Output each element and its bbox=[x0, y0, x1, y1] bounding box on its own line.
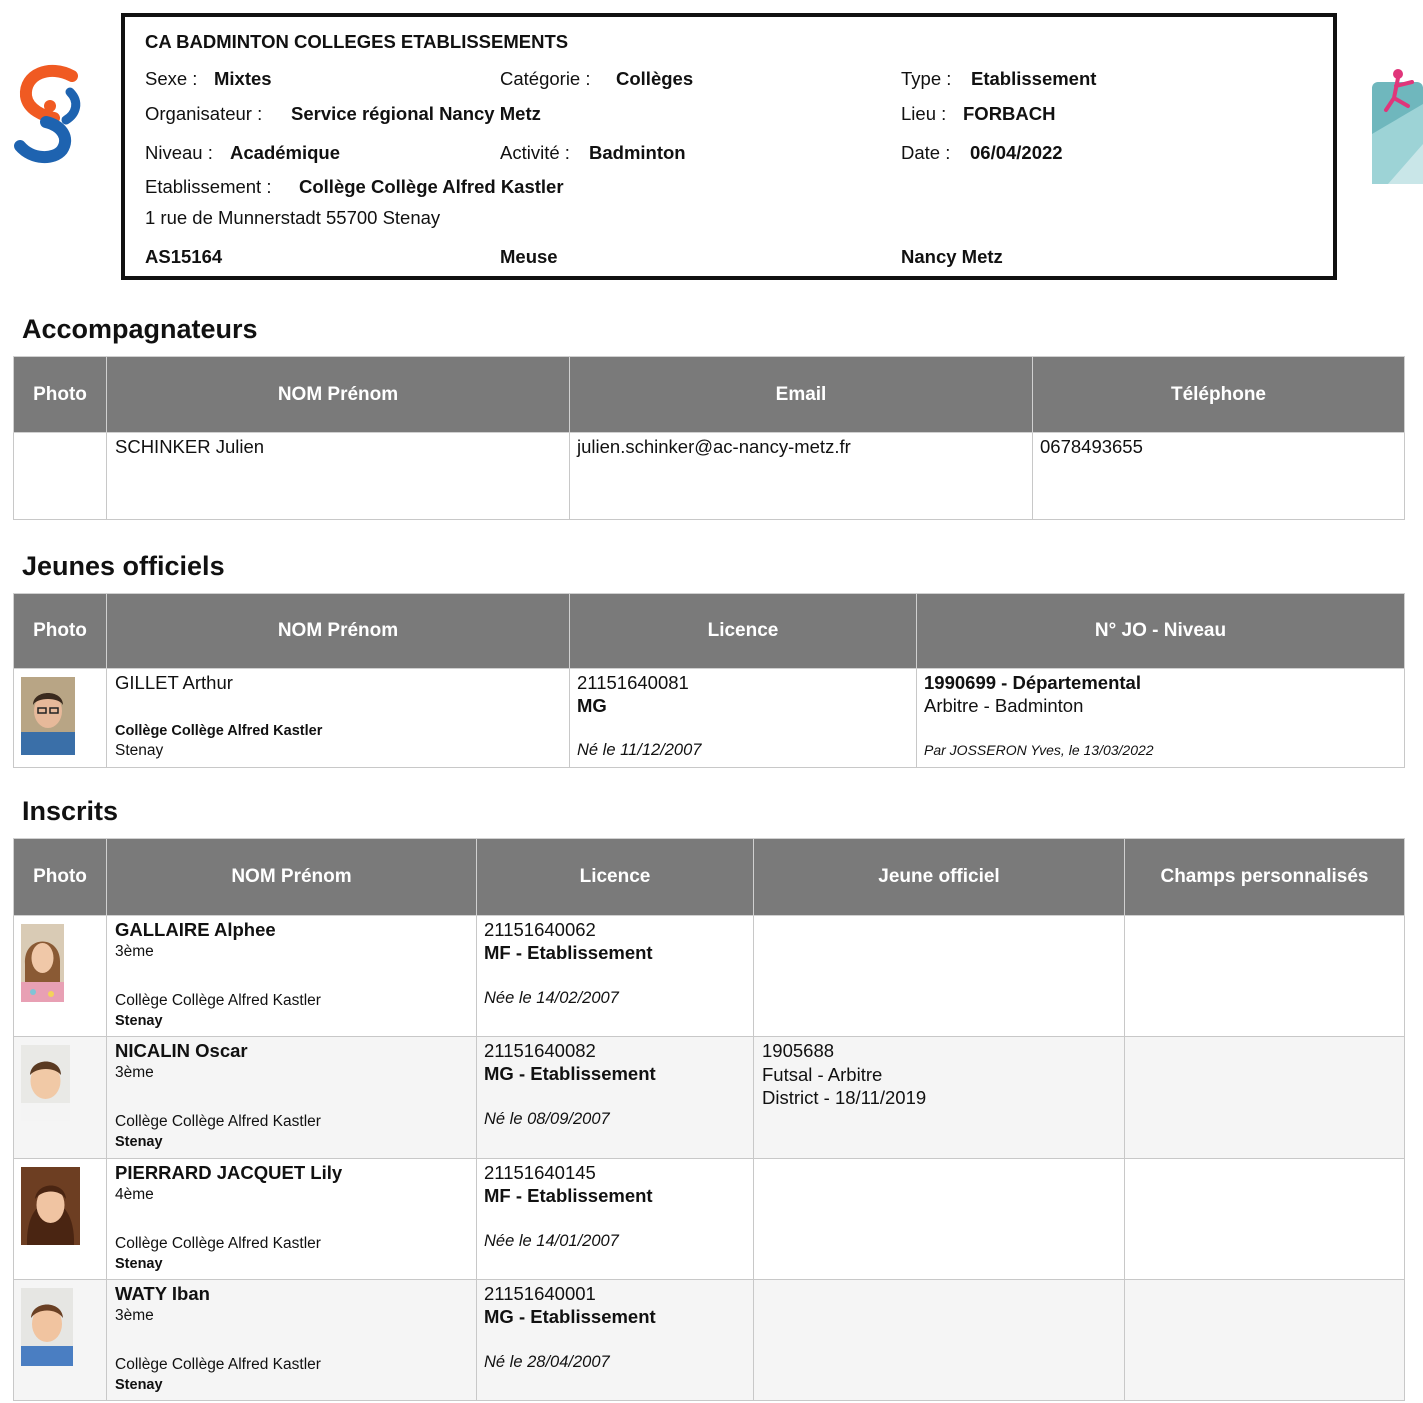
date-value: 06/04/2022 bbox=[970, 142, 1063, 163]
jo-role: Arbitre - Badminton bbox=[924, 695, 1084, 716]
jo-city: Stenay bbox=[115, 742, 164, 759]
activite-value: Badminton bbox=[589, 142, 686, 163]
inscrit-name: GALLAIRE Alphee bbox=[115, 919, 276, 940]
inscrit-city: Stenay bbox=[115, 1013, 163, 1029]
niveau-label: Niveau : bbox=[145, 142, 213, 163]
table-row bbox=[14, 1037, 1405, 1159]
inscrit-licence: 21151640062 bbox=[484, 919, 596, 940]
academie: Nancy Metz bbox=[901, 246, 1003, 267]
inscrit-licence: 21151640145 bbox=[484, 1162, 596, 1183]
type-value: Etablissement bbox=[971, 68, 1097, 89]
jo-licence: 21151640081 bbox=[577, 672, 689, 693]
inscrit-city: Stenay bbox=[115, 1134, 163, 1150]
niveau-value: Académique bbox=[230, 142, 341, 163]
column-header-photo: Photo bbox=[14, 839, 107, 916]
inscrit-birth: Né le 28/04/2007 bbox=[484, 1353, 610, 1371]
column-header-nom-prenom: NOM Prénom bbox=[107, 357, 570, 433]
jo-niveau: 1990699 - Départemental bbox=[924, 672, 1141, 693]
categorie-value: Collèges bbox=[616, 68, 694, 89]
avatar bbox=[21, 677, 75, 755]
inscrit-school: Collège Collège Alfred Kastler bbox=[115, 1113, 321, 1130]
accompagnateur-phone: 0678493655 bbox=[1040, 436, 1143, 457]
column-header-email: Email bbox=[570, 357, 1033, 433]
inscrit-jo-role: Futsal - Arbitre bbox=[762, 1064, 883, 1085]
inscrit-category: MG - Etablissement bbox=[484, 1306, 656, 1327]
avatar bbox=[21, 1288, 73, 1366]
inscrit-category: MG - Etablissement bbox=[484, 1063, 656, 1084]
champs-personnalises-cell bbox=[1125, 1280, 1405, 1401]
inscrit-licence: 21151640001 bbox=[484, 1283, 596, 1304]
unss-logo-icon bbox=[10, 62, 92, 170]
inscrit-name: NICALIN Oscar bbox=[115, 1040, 248, 1061]
departement: Meuse bbox=[500, 246, 558, 267]
event-logo-icon bbox=[1368, 64, 1423, 189]
accompagnateurs-table bbox=[13, 356, 1405, 520]
jo-validated-by: Par JOSSERON Yves, le 13/03/2022 bbox=[924, 742, 1154, 758]
event-title: CA BADMINTON COLLEGES ETABLISSEMENTS bbox=[145, 31, 569, 52]
table-row bbox=[14, 669, 1405, 768]
inscrit-birth: Née le 14/01/2007 bbox=[484, 1232, 619, 1250]
inscrit-city: Stenay bbox=[115, 1377, 163, 1393]
inscrit-grade: 3ème bbox=[115, 943, 154, 960]
categorie-label: Catégorie : bbox=[500, 68, 591, 89]
jo-category: MG bbox=[577, 695, 607, 716]
inscrit-city: Stenay bbox=[115, 1256, 163, 1272]
table-row bbox=[14, 916, 1405, 1037]
champs-personnalises-cell bbox=[1125, 1037, 1405, 1159]
type-label: Type : bbox=[901, 68, 952, 89]
column-header-licence: Licence bbox=[570, 594, 917, 669]
inscrit-birth: Née le 14/02/2007 bbox=[484, 989, 619, 1007]
event-header-box bbox=[121, 13, 1337, 280]
organisateur-label: Organisateur : bbox=[145, 103, 263, 124]
column-header-champs-personnalises: Champs personnalisés bbox=[1125, 839, 1405, 916]
section-title-inscrits: Inscrits bbox=[22, 796, 119, 826]
inscrit-jo-level: District - 18/11/2019 bbox=[762, 1087, 927, 1108]
sexe-label: Sexe : bbox=[145, 68, 198, 89]
inscrit-name: WATY Iban bbox=[115, 1283, 210, 1304]
as-code: AS15164 bbox=[145, 246, 223, 267]
column-header-nom-prenom: NOM Prénom bbox=[107, 839, 477, 916]
inscrit-school: Collège Collège Alfred Kastler bbox=[115, 1235, 321, 1252]
table-row bbox=[14, 1159, 1405, 1280]
sexe-value: Mixtes bbox=[214, 68, 272, 89]
column-header-telephone: Téléphone bbox=[1033, 357, 1405, 433]
etablissement-value: Collège Collège Alfred Kastler bbox=[299, 176, 564, 197]
inscrit-grade: 3ème bbox=[115, 1307, 154, 1324]
activite-label: Activité : bbox=[500, 142, 570, 163]
accompagnateur-name: SCHINKER Julien bbox=[115, 436, 265, 457]
inscrit-school: Collège Collège Alfred Kastler bbox=[115, 992, 321, 1009]
organisateur-value: Service régional Nancy Metz bbox=[291, 103, 541, 124]
inscrit-category: MF - Etablissement bbox=[484, 942, 653, 963]
champs-personnalises-cell bbox=[1125, 1159, 1405, 1280]
column-header-jeune-officiel: Jeune officiel bbox=[754, 839, 1125, 916]
jo-school: Collège Collège Alfred Kastler bbox=[115, 723, 323, 739]
inscrit-jo-number: 1905688 bbox=[762, 1040, 835, 1061]
jeunes-officiels-table bbox=[13, 593, 1405, 768]
inscrit-name: PIERRARD JACQUET Lily bbox=[115, 1162, 343, 1183]
column-header-jo-niveau: N° JO - Niveau bbox=[917, 594, 1405, 669]
column-header-photo: Photo bbox=[14, 357, 107, 433]
lieu-value: FORBACH bbox=[963, 103, 1056, 124]
column-header-licence: Licence bbox=[477, 839, 754, 916]
etablissement-label: Etablissement : bbox=[145, 176, 272, 197]
inscrits-table bbox=[13, 838, 1405, 1401]
column-header-nom-prenom: NOM Prénom bbox=[107, 594, 570, 669]
accompagnateur-email[interactable]: julien.schinker@ac-nancy-metz.fr bbox=[577, 436, 851, 457]
inscrit-birth: Né le 08/09/2007 bbox=[484, 1110, 610, 1128]
address: 1 rue de Munnerstadt 55700 Stenay bbox=[145, 207, 441, 228]
avatar bbox=[21, 1167, 80, 1245]
inscrit-licence: 21151640082 bbox=[484, 1040, 596, 1061]
champs-personnalises-cell bbox=[1125, 916, 1405, 1037]
inscrit-school: Collège Collège Alfred Kastler bbox=[115, 1356, 321, 1373]
table-row bbox=[14, 433, 1405, 520]
section-title-accompagnateurs: Accompagnateurs bbox=[22, 314, 258, 344]
jo-name: GILLET Arthur bbox=[115, 672, 233, 693]
date-label: Date : bbox=[901, 142, 951, 163]
inscrit-category: MF - Etablissement bbox=[484, 1185, 653, 1206]
lieu-label: Lieu : bbox=[901, 103, 947, 124]
inscrit-grade: 4ème bbox=[115, 1186, 154, 1203]
table-row bbox=[14, 1280, 1405, 1401]
column-header-photo: Photo bbox=[14, 594, 107, 669]
inscrit-grade: 3ème bbox=[115, 1064, 154, 1081]
avatar bbox=[21, 1045, 70, 1121]
jo-birth: Né le 11/12/2007 bbox=[577, 741, 702, 759]
section-title-jeunes-officiels: Jeunes officiels bbox=[22, 551, 225, 581]
photo-cell bbox=[14, 433, 107, 520]
avatar bbox=[21, 924, 64, 1002]
